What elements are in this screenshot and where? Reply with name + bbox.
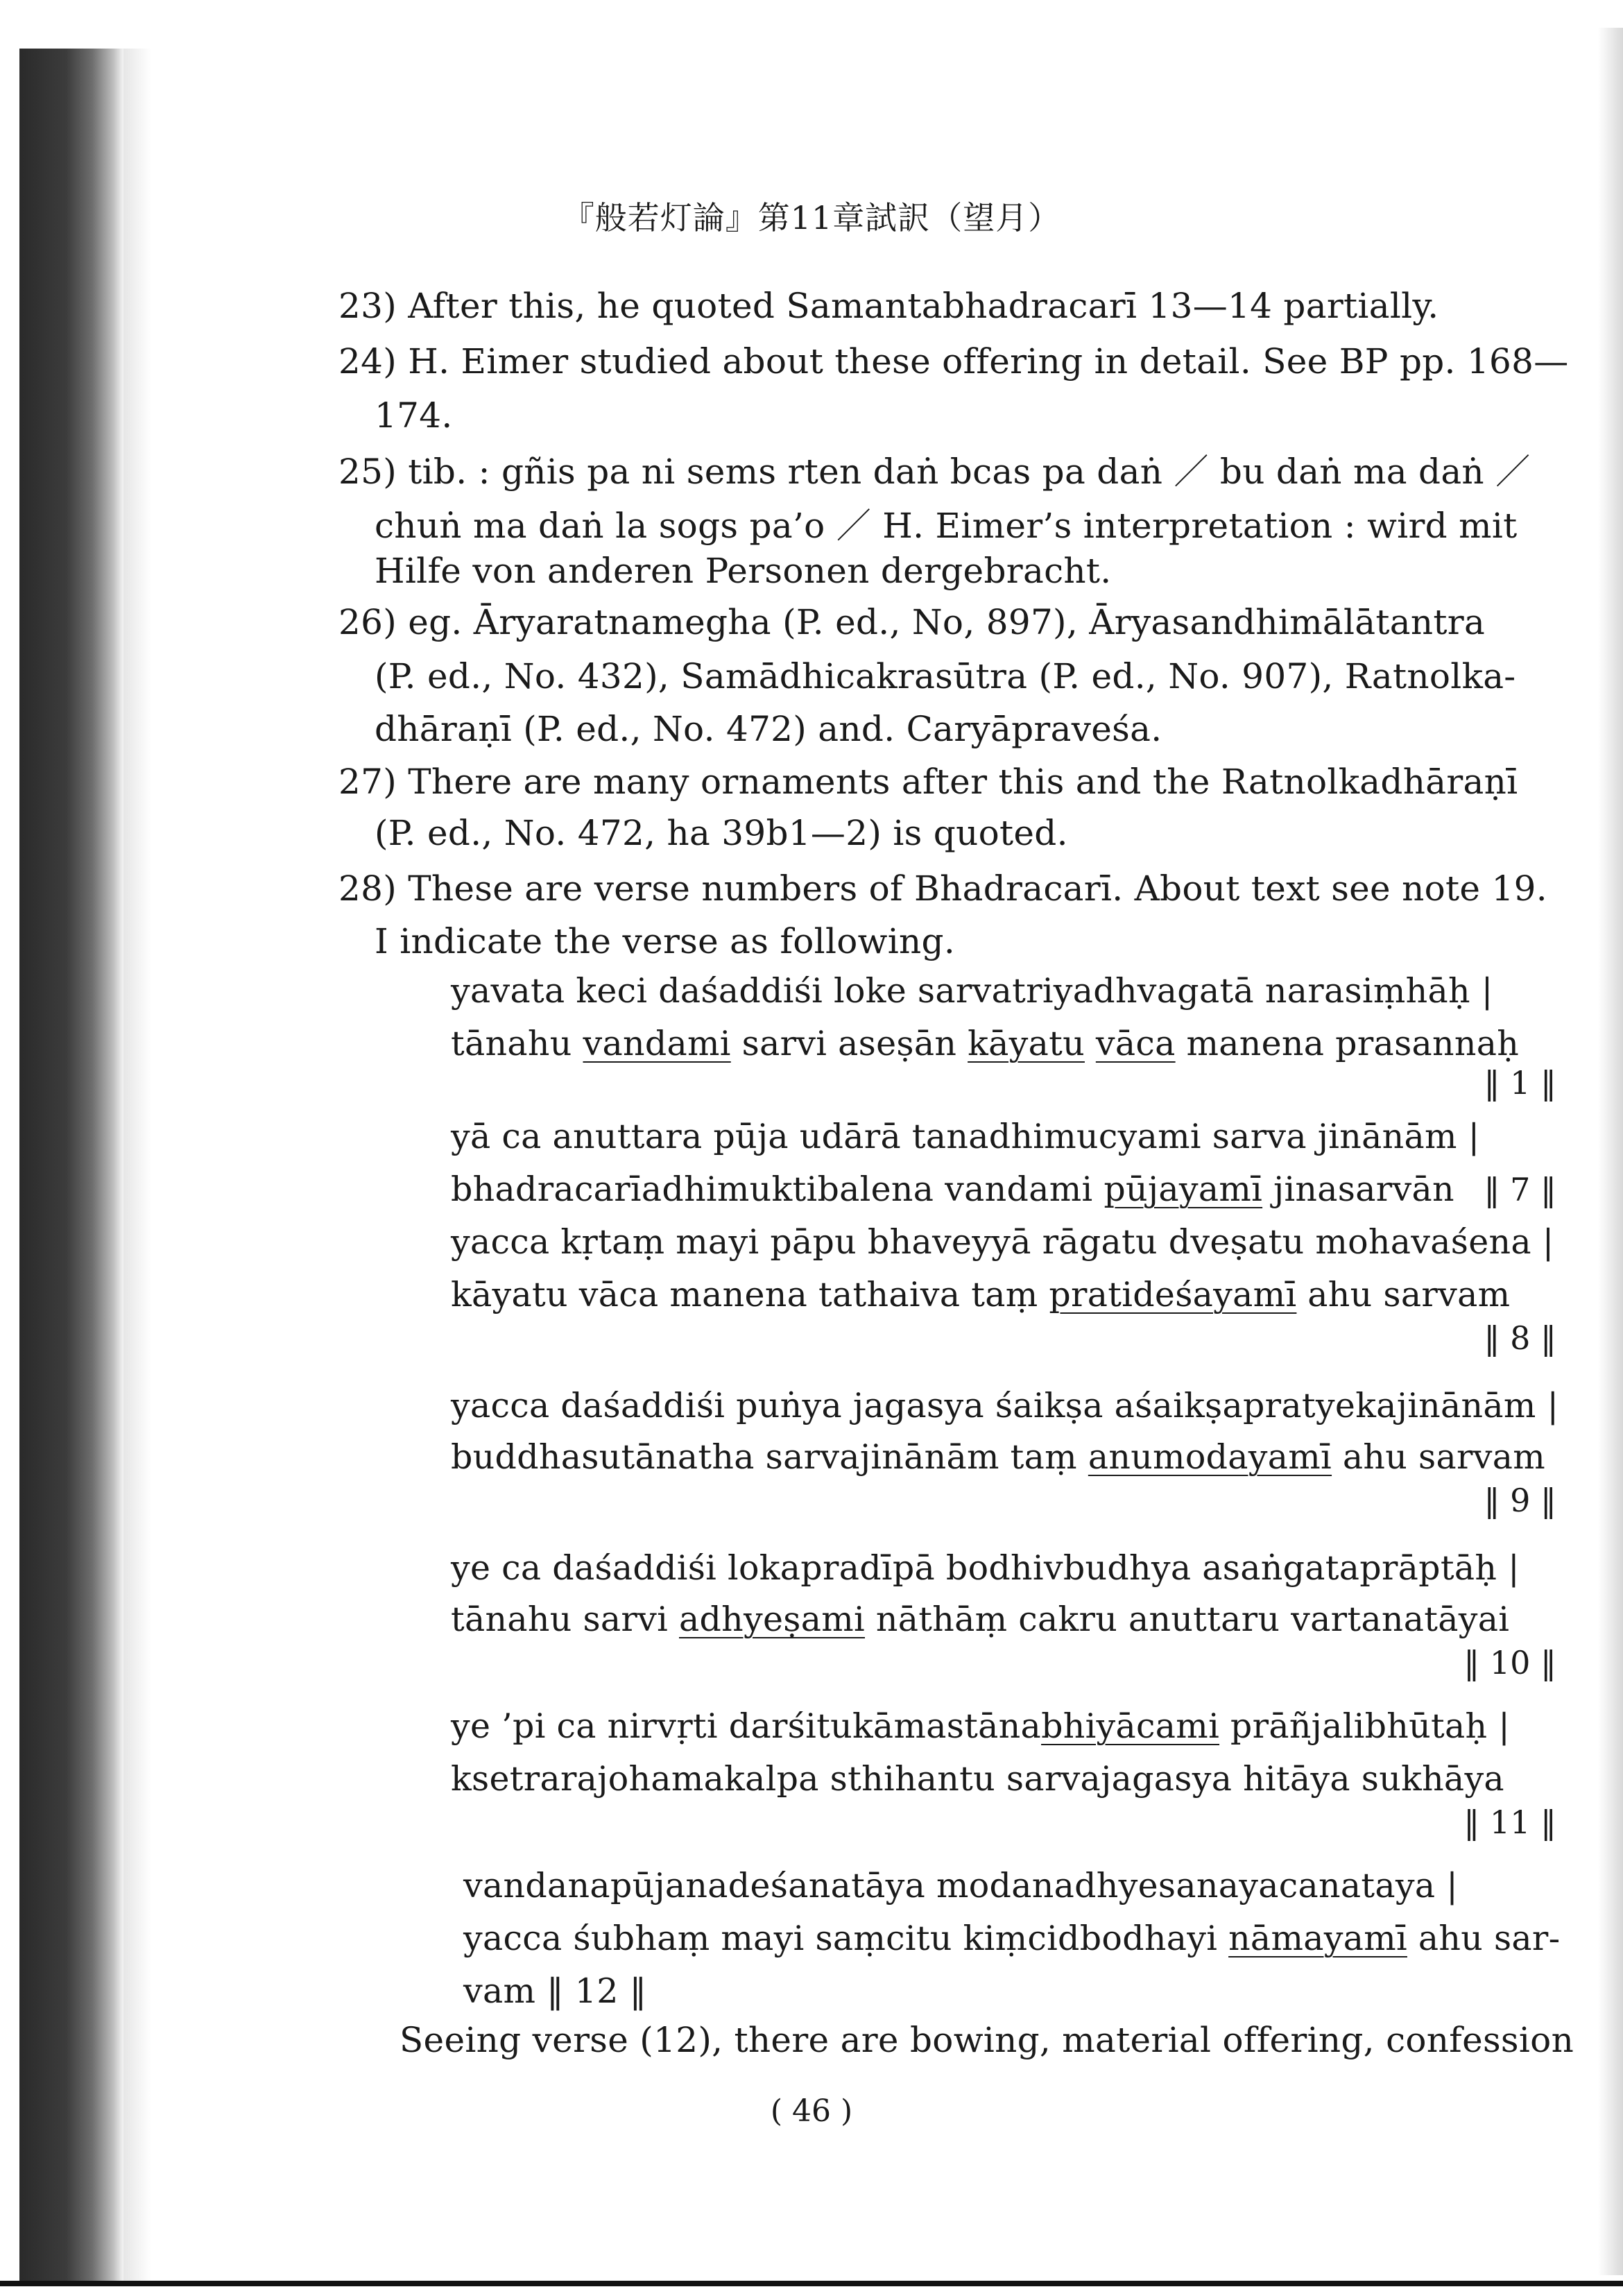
page-number: ( 46 ) [770, 2093, 853, 2129]
scan-border [0, 2281, 1623, 2286]
note-25-cont2: Hilfe von anderen Personen dergebracht. [375, 551, 1112, 591]
verse-12-line-1: vandanapūjanadeśanatāya modanadhyesanayacanataya | [463, 1866, 1459, 1905]
verse-11-line-2: ksetrarajohamakalpa sthihantu sarvajagasya hitāya sukhāya [451, 1759, 1504, 1799]
binding-fade [123, 49, 151, 2282]
note-27: 27) There are many ornaments after this and the Ratnolkadhāraṇī [338, 762, 1518, 802]
verse-7-line-1: yā ca anuttara pūja udārā tanadhimucyami sarva jinānām | [451, 1117, 1480, 1156]
verse-10-line-2: tānahu sarvi adhyeṣami nāthāṃ cakru anuttaru vartanatāyai [451, 1600, 1510, 1639]
note-25-cont: chuṅ ma daṅ la sogs pa’o ／ H. Eimer’s interpretation : wird mit [375, 506, 1518, 546]
verse-9-line-1: yacca daśaddiśi puṅya jagasya śaikṣa aśaikṣapratyekajinānām | [451, 1386, 1559, 1425]
verse-number: ‖ 11 ‖ [1463, 1804, 1556, 1841]
note-25: 25) tib. : gñis pa ni sems rten daṅ bcas pa daṅ ／ bu daṅ ma daṅ ／ [338, 452, 1531, 492]
verse-1-line-1: yavata keci daśaddiśi loke sarvatriyadhvagatā narasiṃhāḥ | [451, 971, 1493, 1011]
note-26-cont2: dhāraṇī (P. ed., No. 472) and. Caryāpraveśa. [375, 709, 1162, 749]
verse-11-line-1: ye ’pi ca nirvṛti darśitukāmastānabhiyācami prāñjalibhūtaḥ | [451, 1706, 1511, 1746]
note-24: 24) H. Eimer studied about these offering in detail. See BP pp. 168— [338, 341, 1569, 382]
verse-12-line-3: vam ‖ 12 ‖ [463, 1971, 647, 2011]
verse-number: ‖ 9 ‖ [1484, 1482, 1556, 1519]
verse-9-line-2: buddhasutānatha sarvajinānām taṃ anumodayamī ahu sarvam [451, 1437, 1545, 1477]
note-23: 23) After this, he quoted Samantabhadracarī 13—14 partially. [338, 286, 1439, 326]
verse-10-line-1: ye ca daśaddiśi lokapradīpā bodhivbudhya asaṅgataprāptāḥ | [451, 1548, 1520, 1588]
verse-8-line-2: kāyatu vāca manena tathaiva taṃ pratideśayamī ahu sarvam [451, 1275, 1511, 1314]
verse-number: ‖ 7 ‖ [1484, 1171, 1556, 1208]
closing-paragraph: Seeing verse (12), there are bowing, material offering, confession [400, 2020, 1574, 2060]
verse-7-line-2: bhadracarīadhimuktibalena vandami pūjayamī jinasarvān [451, 1170, 1454, 1209]
note-26-cont: (P. ed., No. 432), Samādhicakrasūtra (P. ed., No. 907), Ratnolka- [375, 656, 1516, 696]
verse-number: ‖ 8 ‖ [1484, 1319, 1556, 1357]
note-24-cont: 174. [375, 395, 453, 436]
note-26: 26) eg. Āryaratnamegha (P. ed., No, 897), Āryasandhimālātantra [338, 602, 1486, 642]
page-edge [1598, 28, 1623, 2275]
verse-number: ‖ 1 ‖ [1484, 1064, 1556, 1102]
verse-8-line-1: yacca kṛtaṃ mayi pāpu bhaveyyā rāgatu dveṣatu mohavaśena | [451, 1222, 1554, 1262]
verse-1-line-2: tānahu vandami sarvi aseṣān kāyatu vāca manena prasannaḥ [451, 1024, 1520, 1063]
running-header: 『般若灯論』第11章試訳（望月） [562, 199, 1061, 237]
note-28: 28) These are verse numbers of Bhadracarī. About text see note 19. [338, 868, 1547, 909]
note-27-cont: (P. ed., No. 472, ha 39b1—2) is quoted. [375, 813, 1068, 853]
note-28-cont: I indicate the verse as following. [375, 921, 956, 961]
verse-number: ‖ 10 ‖ [1463, 1644, 1556, 1681]
binding-shadow [19, 49, 123, 2282]
verse-12-line-2: yacca śubhaṃ mayi saṃcitu kiṃcidbodhayi nāmayamī ahu sar- [463, 1919, 1561, 1958]
